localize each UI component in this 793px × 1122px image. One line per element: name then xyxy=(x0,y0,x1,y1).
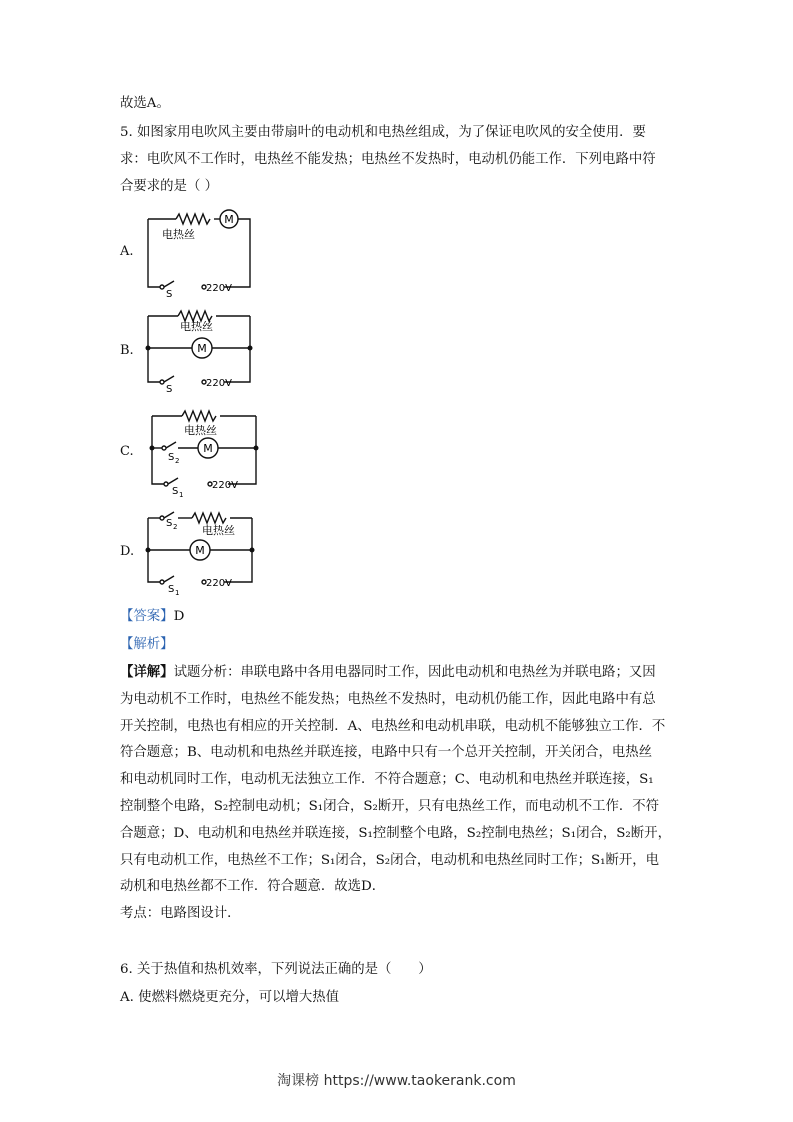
detail-line-8: 只有电动机工作，电热丝不工作；S₁闭合，S₂闭合，电动机和电热丝同时工作；S₁断开，电 xyxy=(120,852,660,868)
detail-line-9: 动机和电热丝都不工作．符合题意．故选D． xyxy=(120,879,386,895)
detail-line-6: 控制整个电路，S₂控制电动机；S₁闭合，S₂断开，只有电热丝工作，而电动机不工作．不符 xyxy=(120,798,660,814)
motor-label: M xyxy=(195,544,205,557)
detail-line-2: 为电动机不工作时，电热丝不能发热；电热丝不发热时，电动机仍能工作，因此电路中有总 xyxy=(120,691,656,707)
detail-line-7: 合题意；D、电动机和电热丝并联连接，S₁控制整个电路，S₂控制电热丝；S₁闭合，S₂断开， xyxy=(120,825,671,841)
q5-stem-line-1: 5. 如图家用电吹风主要由带扇叶的电动机和电热丝组成，为了保证电吹风的安全使用．要 xyxy=(120,125,646,140)
intro-line: 故选A。 xyxy=(120,96,170,111)
answer-line xyxy=(120,607,184,627)
circuit-diagram-d xyxy=(140,506,275,598)
voltage-label: 220V xyxy=(206,378,232,389)
analysis-line xyxy=(120,635,174,655)
q5-stem-line-3: 合要求的是（ ） xyxy=(120,179,218,194)
answer-tag: 【答案】 xyxy=(120,609,174,624)
switch2-sub: 2 xyxy=(173,523,178,531)
switch1-sub: 1 xyxy=(175,589,180,597)
heater-label: 电热丝 xyxy=(184,424,217,437)
q6-option-a: A. 使燃料燃烧更充分，可以增大热值 xyxy=(120,990,340,1005)
switch2-label: S xyxy=(166,518,173,529)
heater-label: 电热丝 xyxy=(202,524,235,537)
switch2-label: S xyxy=(168,452,175,463)
detail-line-5: 和电动机同时工作，电动机无法独立工作．不符合题意；C、电动机和电热丝并联连接，S₁ xyxy=(120,772,654,788)
detail-tag: 【详解】 xyxy=(120,664,174,680)
switch-label: S xyxy=(166,289,173,297)
footer-watermark: 淘课榜 https://www.taokerank.com xyxy=(277,1073,516,1089)
heater-label: 电热丝 xyxy=(180,320,213,333)
switch2-sub: 2 xyxy=(175,457,180,465)
voltage-label: 220V xyxy=(212,480,238,491)
motor-label: M xyxy=(197,342,207,355)
voltage-label: 220V xyxy=(206,578,232,589)
answer-value: D xyxy=(173,609,185,624)
option-c-label: C. xyxy=(120,444,134,459)
detail-line-1: 【详解】试题分析：串联电路中各用电器同时工作，因此电动机和电热丝为并联电路；又因 xyxy=(120,664,656,680)
detail-line-4: 符合题意；B、电动机和电热丝并联连接，电路中只有一个总开关控制，开关闭合，电热丝 xyxy=(120,745,653,761)
motor-label: M xyxy=(224,213,234,226)
motor-label: M xyxy=(203,442,213,455)
circuit-diagram-b xyxy=(140,306,270,396)
switch-label: S xyxy=(166,384,173,395)
circuit-diagram-a xyxy=(140,205,270,297)
voltage-label: 220V xyxy=(206,283,232,294)
analysis-tag: 【解析】 xyxy=(120,637,174,652)
heater-label: 电热丝 xyxy=(162,228,195,241)
option-b-label: B. xyxy=(120,343,134,358)
q6-stem: 6. 关于热值和热机效率，下列说法正确的是（ ） xyxy=(120,962,432,977)
circuit-diagram-c xyxy=(140,406,275,498)
switch1-label: S xyxy=(168,584,175,595)
switch1-sub: 1 xyxy=(179,491,184,498)
kaodian-line: 考点：电路图设计． xyxy=(120,906,241,922)
detail-line-3: 开关控制，电热也有相应的开关控制．A、电热丝和电动机串联，电动机不能够独立工作．不 xyxy=(120,718,666,734)
option-a-label: A. xyxy=(120,244,134,259)
q5-stem-line-2: 求：电吹风不工作时，电热丝不能发热；电热丝不发热时，电动机仍能工作．下列电路中符 xyxy=(120,152,656,167)
option-d-label: D. xyxy=(120,544,135,559)
detail-paragraph xyxy=(120,659,675,928)
switch1-label: S xyxy=(172,486,179,497)
